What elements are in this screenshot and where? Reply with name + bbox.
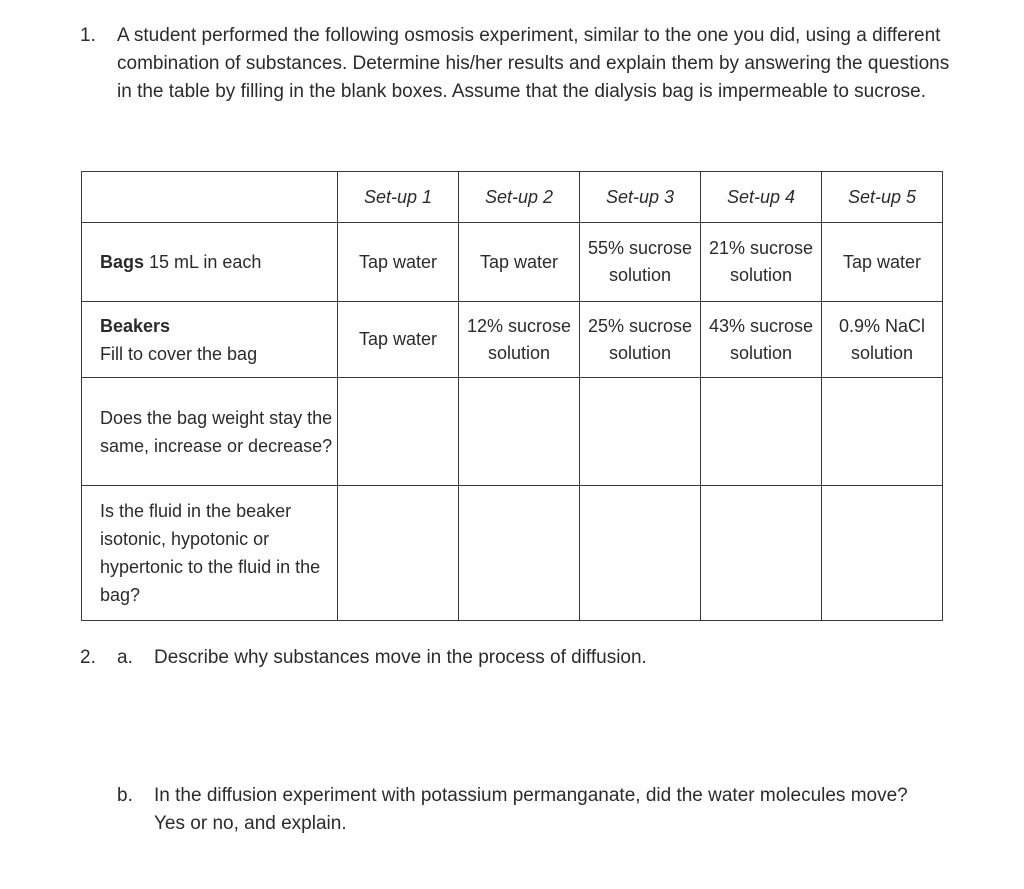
bags-row (82, 223, 943, 302)
weight-answer-3[interactable] (580, 378, 701, 486)
question-2a-letter: a. (117, 647, 133, 668)
fluid-answer-2[interactable] (459, 486, 580, 621)
header-row (82, 172, 943, 223)
header-setup-4: Set-up 4 (701, 172, 822, 223)
question-2-number: 2. (80, 647, 96, 668)
weight-answer-4[interactable] (701, 378, 822, 486)
weight-row (82, 378, 943, 486)
bag-setup-5: Tap water (822, 223, 943, 302)
weight-answer-5[interactable] (822, 378, 943, 486)
fluid-row (82, 486, 943, 621)
bags-label-rest: 15 mL in each (144, 252, 262, 272)
bag-setup-4: 21% sucrose solution (701, 223, 822, 302)
question-1-text: A student performed the following osmosis experiment, similar to the one you did, using a different combination of substances. Determine his/her results and explain them by answering the questions in the table by filling in the blank boxes. Assume that the dialysis bag is impermeable to sucrose. (117, 25, 950, 102)
beakers-row (82, 302, 943, 378)
question-1 (80, 22, 950, 106)
beaker-setup-5: 0.9% NaCl solution (822, 302, 943, 378)
question-2b-text: In the diffusion experiment with potassium permanganate, did the water molecules move? Yes or no, and explain. (154, 785, 908, 834)
weight-answer-2[interactable] (459, 378, 580, 486)
fluid-answer-5[interactable] (822, 486, 943, 621)
header-setup-3: Set-up 3 (580, 172, 701, 223)
bags-label-bold: Bags (100, 252, 145, 272)
fluid-question: Is the fluid in the beaker isotonic, hypotonic or hypertonic to the fluid in the bag? (82, 486, 338, 621)
beakers-label (82, 302, 338, 378)
fluid-answer-3[interactable] (580, 486, 701, 621)
beaker-setup-4: 43% sucrose solution (701, 302, 822, 378)
weight-question: Does the bag weight stay the same, increase or decrease? (82, 378, 338, 486)
question-2a-text: Describe why substances move in the process of diffusion. (154, 647, 647, 668)
question-1-number: 1. (80, 25, 96, 46)
header-setup-1: Set-up 1 (338, 172, 459, 223)
beakers-label-bold: Beakers (100, 315, 171, 336)
beaker-setup-1: Tap water (338, 302, 459, 378)
fluid-answer-1[interactable] (338, 486, 459, 621)
question-2b-letter: b. (117, 785, 133, 806)
beakers-label-sub: Fill to cover the bag (100, 343, 258, 364)
fluid-answer-4[interactable] (701, 486, 822, 621)
bag-setup-2: Tap water (459, 223, 580, 302)
header-setup-2: Set-up 2 (459, 172, 580, 223)
osmosis-table (81, 171, 943, 621)
header-setup-5: Set-up 5 (822, 172, 943, 223)
bags-label (82, 223, 338, 302)
header-blank (82, 172, 338, 223)
beaker-setup-2: 12% sucrose solution (459, 302, 580, 378)
bag-setup-1: Tap water (338, 223, 459, 302)
weight-answer-1[interactable] (338, 378, 459, 486)
beaker-setup-3: 25% sucrose solution (580, 302, 701, 378)
bag-setup-3: 55% sucrose solution (580, 223, 701, 302)
